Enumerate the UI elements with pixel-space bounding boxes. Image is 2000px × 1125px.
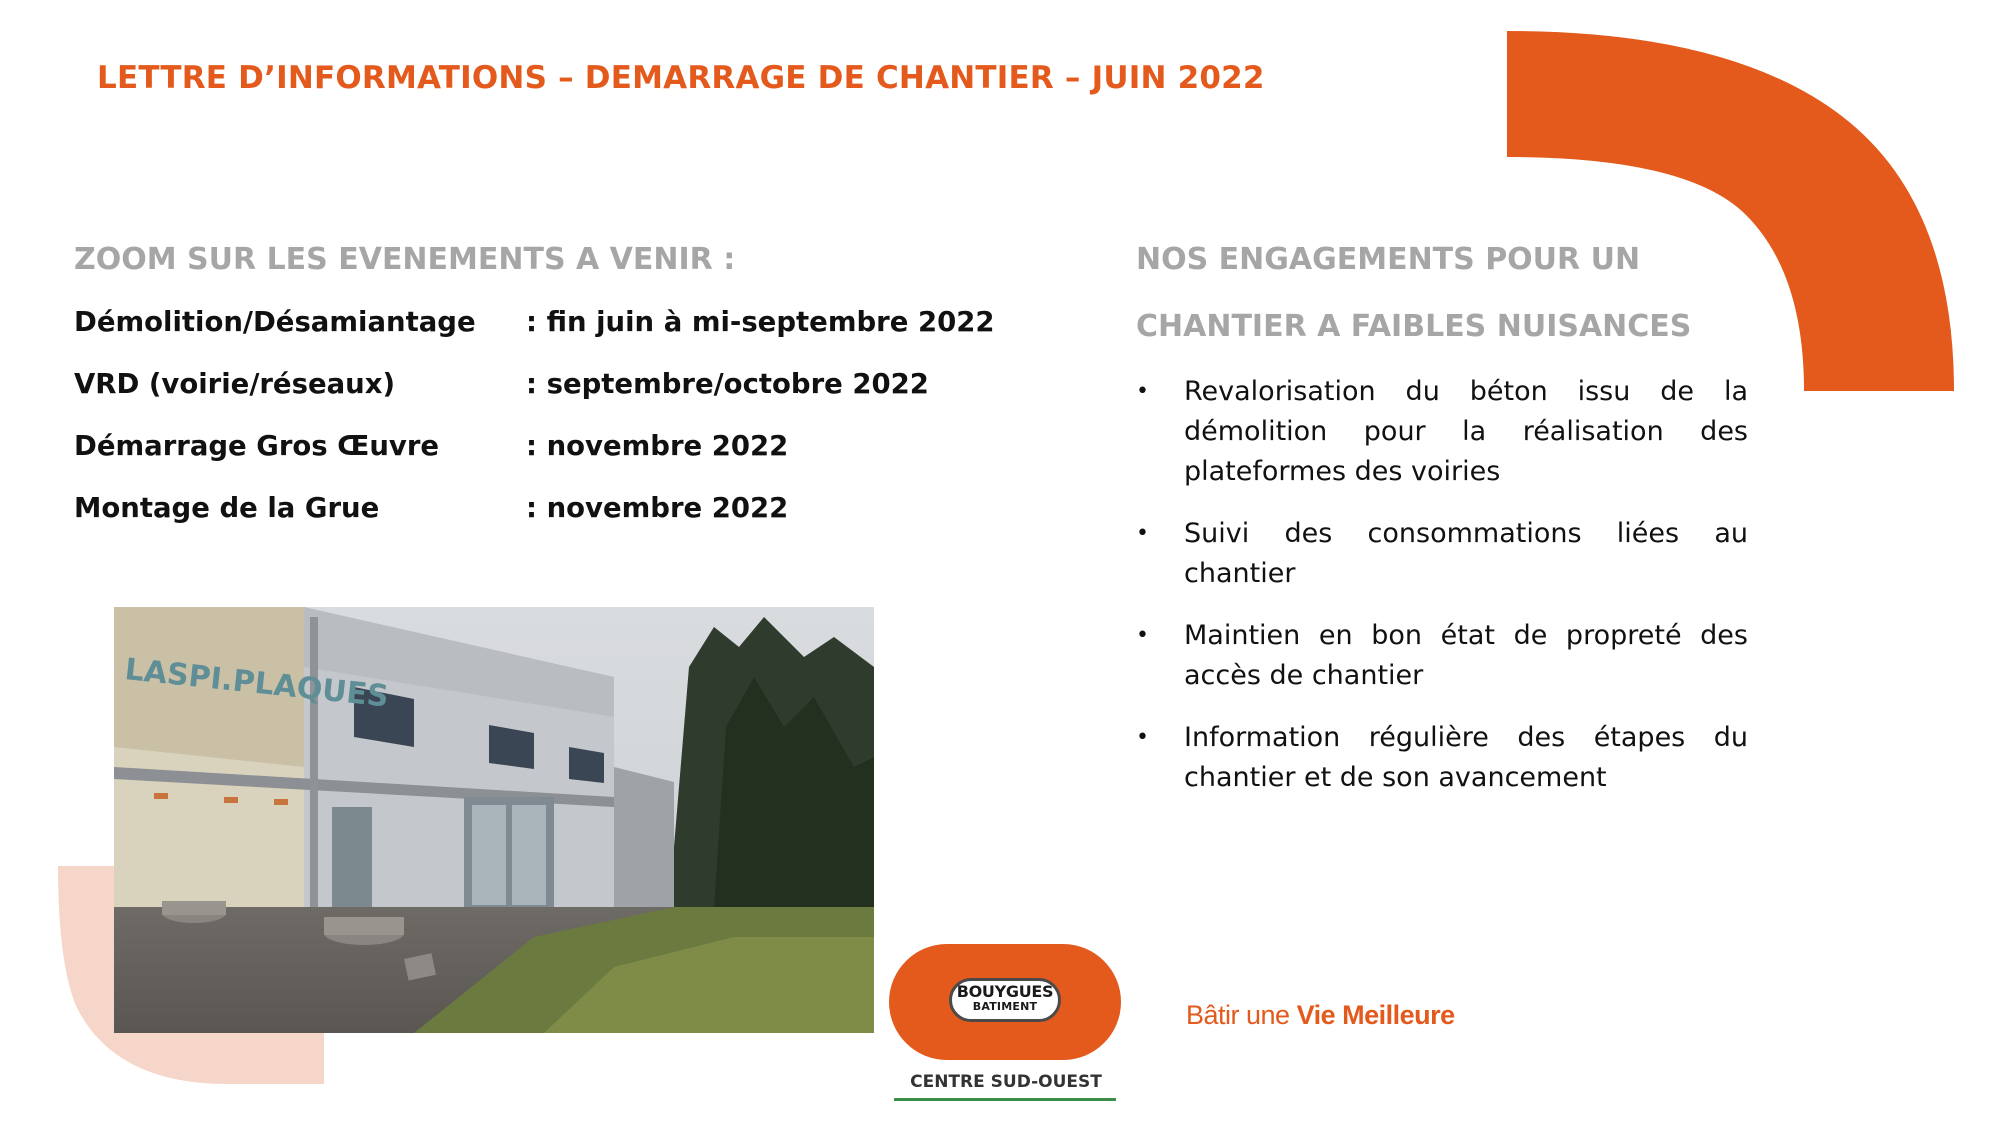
commitment-text: Information régulière des étapes du chantier et de son avancement bbox=[1184, 722, 1748, 793]
commitments-list bbox=[1136, 372, 1748, 820]
event-date: : fin juin à mi-septembre 2022 bbox=[526, 306, 995, 338]
logo-sub: BATIMENT bbox=[972, 1000, 1038, 1013]
event-row bbox=[74, 300, 1034, 362]
event-date: : novembre 2022 bbox=[526, 430, 789, 462]
page-title: LETTRE D’INFORMATIONS – DEMARRAGE DE CHANTIER – JUIN 2022 bbox=[97, 60, 1265, 96]
event-row bbox=[74, 362, 1034, 424]
slogan-part1: Bâtir une bbox=[1186, 1000, 1297, 1030]
bullet-icon: • bbox=[1136, 623, 1149, 648]
events-list bbox=[74, 300, 1034, 548]
logo-divider bbox=[894, 1098, 1116, 1101]
slogan bbox=[1186, 1000, 1455, 1031]
event-row bbox=[74, 486, 1034, 548]
list-item bbox=[1136, 616, 1748, 696]
bullet-icon: • bbox=[1136, 725, 1149, 750]
bullet-icon: • bbox=[1136, 521, 1149, 546]
slogan-part2: Vie Meilleure bbox=[1296, 1000, 1455, 1030]
company-logo bbox=[888, 944, 1124, 1102]
events-heading: ZOOM SUR LES EVENEMENTS A VENIR : bbox=[74, 242, 736, 277]
event-date: : septembre/octobre 2022 bbox=[526, 368, 929, 400]
list-item bbox=[1136, 514, 1748, 594]
event-date: : novembre 2022 bbox=[526, 492, 789, 524]
logo-inner-badge bbox=[949, 978, 1061, 1022]
site-photo bbox=[114, 607, 874, 1033]
event-label: VRD (voirie/réseaux) bbox=[74, 368, 396, 400]
list-item bbox=[1136, 372, 1748, 492]
event-label: Démarrage Gros Œuvre bbox=[74, 430, 440, 462]
facade-sign: LASPI.PLAQUES bbox=[123, 652, 391, 715]
commitment-text: Suivi des consommations liées au chantier bbox=[1184, 518, 1748, 589]
bullet-icon: • bbox=[1136, 379, 1149, 404]
commitments-heading-line1: NOS ENGAGEMENTS POUR UN bbox=[1136, 242, 1641, 277]
logo-brand: BOUYGUES bbox=[956, 982, 1054, 1001]
list-item bbox=[1136, 718, 1748, 798]
logo-region: CENTRE SUD-OUEST bbox=[910, 1072, 1102, 1092]
logo-oval bbox=[889, 944, 1121, 1060]
commitment-text: Revalorisation du béton issu de la démolition pour la réalisation des plateformes des voiries bbox=[1184, 376, 1748, 487]
site-photo-illustration bbox=[114, 607, 874, 1033]
commitments-heading-line2: CHANTIER A FAIBLES NUISANCES bbox=[1136, 309, 1692, 344]
commitment-text: Maintien en bon état de propreté des accès de chantier bbox=[1184, 620, 1748, 691]
event-label: Montage de la Grue bbox=[74, 492, 380, 524]
event-row bbox=[74, 424, 1034, 486]
event-label: Démolition/Désamiantage bbox=[74, 306, 476, 338]
